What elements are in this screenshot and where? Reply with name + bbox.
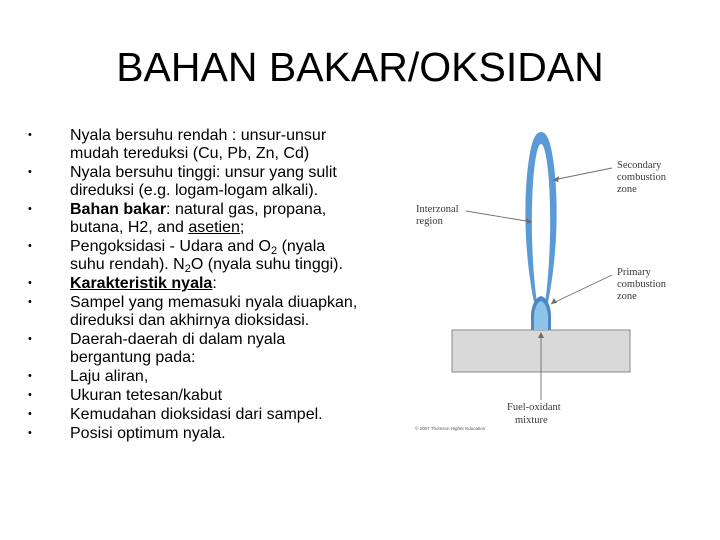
label-secondary-1: Secondary [617,160,662,171]
bullet-text: bergantung pada: [70,349,196,366]
bullet-line [70,424,408,443]
bullet-dot: • [28,333,32,345]
bullet-text: Ukuran tetesan/kabut [70,387,223,404]
bullet-item [28,126,408,163]
bullet-item [28,293,408,330]
bullet-item [28,405,408,424]
bullet-dot: • [28,296,32,308]
bullet-line [70,237,408,256]
secondary-leader [553,168,612,180]
bullet-text: direduksi dan akhirnya dioksidasi. [70,312,310,329]
label-primary-1: Primary [617,267,651,278]
bullet-line [70,386,408,405]
label-secondary-3: zone [617,184,637,195]
bullet-text: suhu rendah). N [70,256,185,273]
bullet-line [70,367,408,386]
bullet-line [70,255,408,274]
bullet-line [70,348,408,367]
bullet-item [28,424,408,443]
bullet-item [28,163,408,200]
bullet-line [70,126,408,145]
bullet-line [70,293,408,312]
copyright-note: © 2007 Thomson Higher Education [415,426,486,431]
label-interzonal-1: Interzonal [416,204,459,215]
bullet-text: butana, H2, and [70,219,189,236]
bullet-line [70,144,408,163]
flame [525,132,556,330]
flame-diagram [410,120,710,440]
bullet-item [28,274,408,293]
bullet-line [70,200,408,219]
bullet-line [70,311,408,330]
bullet-item [28,386,408,405]
label-primary-3: zone [617,291,637,302]
bullet-line [70,163,408,182]
bullet-item [28,330,408,367]
bullet-dot: • [28,427,32,439]
bullet-text: Sampel yang memasuki nyala diuapkan, [70,294,358,311]
bullet-line [70,274,408,293]
bullet-text: O (nyala suhu tinggi). [190,256,343,273]
bullet-bold-text: Karakteristik nyala [70,275,213,292]
slide-title: BAHAN BAKAR/OKSIDAN [116,44,604,90]
bullet-text: Nyala bersuhu rendah : unsur-unsur [70,127,327,144]
bullet-text: mudah tereduksi (Cu, Pb, Zn, Cd) [70,145,310,162]
bullet-text: ; [239,219,245,236]
bullet-item [28,367,408,386]
bullet-item [28,200,408,237]
interzonal-leader [466,211,532,222]
bullet-text: : natural gas, propana, [166,201,327,218]
subscript: 2 [271,245,278,257]
bullet-text: Nyala bersuhu tinggi: unsur yang sulit [70,164,337,181]
bullet-line [70,405,408,424]
label-fuel-1: Fuel-oxidant [507,402,561,413]
arrow-head [551,298,557,304]
bullet-dot: • [28,277,32,289]
primary-leader [551,275,612,304]
bullet-dot: • [28,203,32,215]
label-fuel-2: mixture [515,415,548,426]
bullet-line [70,218,408,237]
bullet-text: Daerah-daerah di dalam nyala [70,331,286,348]
bullet-line [70,330,408,349]
bullet-item [28,237,408,274]
bullet-dot: • [28,389,32,401]
subscript: 2 [184,263,191,275]
bullet-dot: • [28,408,32,420]
bullet-bold-text: Bahan bakar [70,201,167,218]
bullet-dot: • [28,129,32,141]
bullet-line [70,181,408,200]
label-secondary-2: combustion [617,172,666,183]
bullet-text: Kemudahan dioksidasi dari sampel. [70,406,323,423]
bullet-text: Laju aliran, [70,368,149,385]
label-primary-2: combustion [617,279,666,290]
bullet-text: Pengoksidasi - Udara and O [70,238,271,255]
bullet-text: (nyala [277,238,326,255]
bullet-underlined-text: asetien [188,219,240,236]
bullet-text: direduksi (e.g. logam-logam alkali). [70,182,319,199]
bullet-dot: • [28,240,32,252]
bullet-text: Posisi optimum nyala. [70,425,226,442]
label-interzonal-2: region [416,216,443,227]
bullet-text: : [212,275,217,292]
bullet-dot: • [28,166,32,178]
bullet-list [28,126,408,443]
bullet-dot: • [28,370,32,382]
